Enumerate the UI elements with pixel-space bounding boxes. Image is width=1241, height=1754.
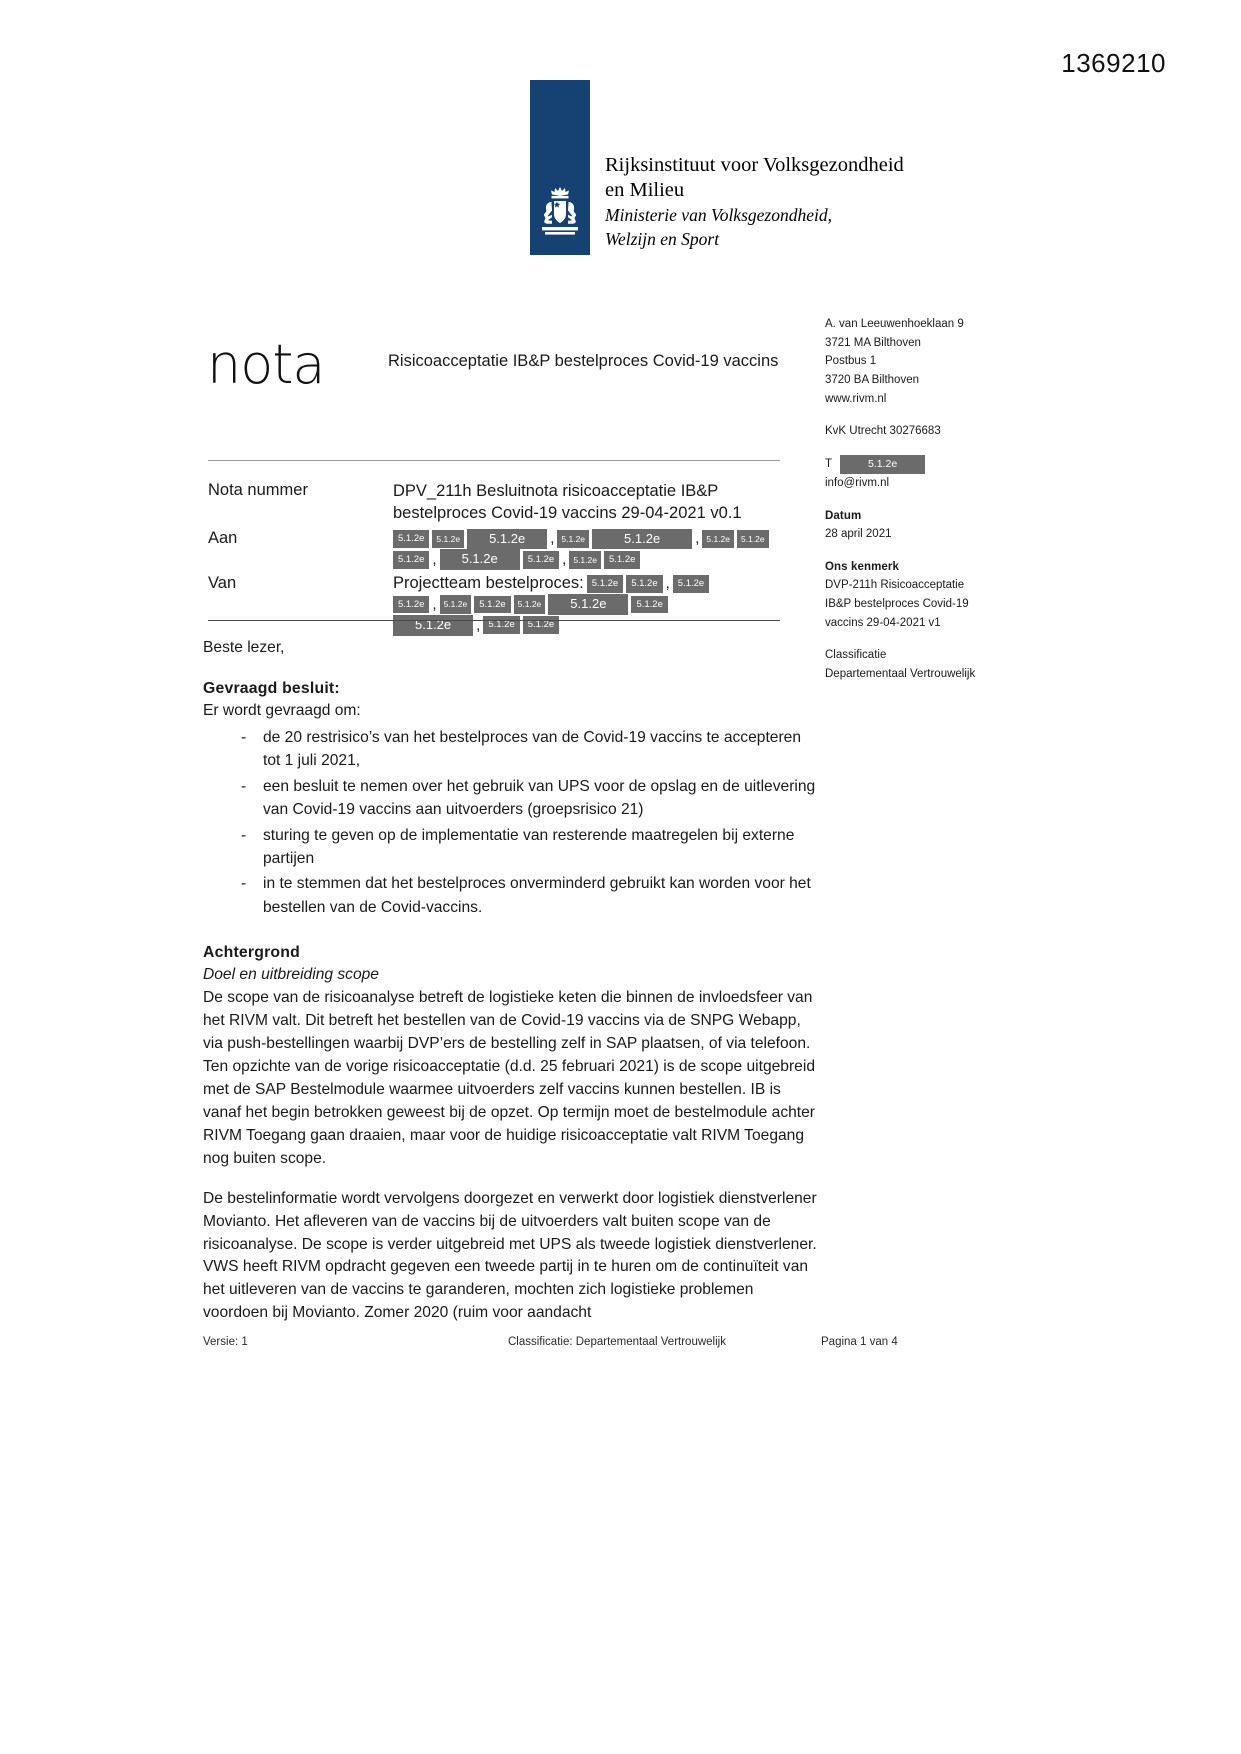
separator-comma: ,	[665, 575, 670, 593]
kvk-block	[825, 422, 1055, 441]
separator-comma: ,	[695, 530, 700, 548]
rijksoverheid-crest-icon	[536, 185, 584, 245]
salutation: Beste lezer,	[203, 639, 285, 656]
meta-value-nota-nummer	[393, 481, 780, 525]
kvk-number: KvK Utrecht 30276683	[825, 425, 941, 438]
footer-page-number: Pagina 1 van 4	[821, 1336, 898, 1348]
redaction-chip: 5.1.2e	[523, 616, 559, 634]
redaction-chip: 5.1.2e	[604, 551, 640, 569]
phone-label: T	[825, 458, 833, 471]
kenmerk-line-1: DVP-211h Risicoacceptatie	[825, 579, 965, 592]
datum-block	[825, 507, 1055, 544]
meta-table-top-rule	[208, 460, 780, 461]
separator-comma: ,	[476, 616, 481, 634]
redaction-chip: 5.1.2e	[467, 529, 547, 550]
list-item: - de 20 restrisico’s van het bestelproces van de Covid-19 vaccins te accepteren tot 1 juli 2021,	[241, 726, 818, 773]
list-item: - in te stemmen dat het bestelproces onverminderd gebruikt kan worden voor het bestellen van de Covid-vaccins.	[241, 872, 818, 919]
kenmerk-block	[825, 558, 1055, 633]
email-address: info@rivm.nl	[825, 476, 890, 489]
address-street: A. van Leeuwenhoeklaan 9	[825, 318, 964, 330]
address-postbus: Postbus 1	[825, 355, 877, 368]
aan-redaction-line-2	[393, 549, 780, 570]
redaction-chip: 5.1.2e	[631, 596, 667, 614]
meta-value-van	[393, 574, 780, 635]
address-website: www.rivm.nl	[825, 392, 887, 405]
heading-achtergrond: Achtergrond	[203, 944, 300, 962]
redaction-chip: 5.1.2e	[523, 551, 559, 569]
page-footer	[203, 1336, 1028, 1348]
van-redaction-line-1	[393, 574, 780, 594]
logo-blue-bar	[530, 80, 590, 255]
meta-row-nota-nummer	[208, 481, 780, 525]
nota-nummer-line-1: DPV_211h Besluitnota risicoacceptatie IB&P	[393, 482, 719, 500]
address-postbus-city: 3720 BA Bilthoven	[825, 373, 919, 386]
redaction-chip: 5.1.2e	[483, 616, 519, 634]
redaction-chip: 5.1.2e	[626, 575, 662, 593]
phone-row	[825, 455, 1055, 474]
logo-line-4: Welzijn en Sport	[605, 228, 720, 249]
meta-row-aan	[208, 529, 780, 571]
scan-number: 1369210	[1061, 48, 1166, 78]
redaction-chip: 5.1.2e	[592, 529, 692, 550]
redaction-chip: 5.1.2e	[587, 575, 623, 593]
footer-classification: Classificatie: Departementaal Vertrouwelijk	[508, 1336, 726, 1348]
separator-comma: ,	[562, 551, 567, 569]
redaction-chip: 5.1.2e	[514, 595, 546, 613]
meta-label-aan: Aan	[208, 528, 238, 547]
document-type-title: nota	[207, 333, 325, 396]
kenmerk-line-2: IB&P bestelproces Covid-19	[825, 598, 969, 611]
aan-redaction-line-1	[393, 529, 780, 550]
datum-label: Datum	[825, 509, 862, 522]
document-subject: Risicoacceptatie IB&P bestelproces Covid-19 vaccins	[388, 352, 779, 370]
document-body	[203, 637, 818, 1325]
subheading-doel-en-uitbreiding-scope: Doel en uitbreiding scope	[203, 966, 379, 984]
logo-line-3: Ministerie van Volksgezondheid,	[605, 205, 832, 226]
van-redaction-line-3	[393, 615, 780, 636]
address-block	[825, 315, 1055, 408]
redaction-chip: 5.1.2e	[440, 595, 472, 613]
redaction-chip: 5.1.2e	[432, 530, 464, 548]
redaction-chip: 5.1.2e	[393, 596, 429, 614]
meta-table-bottom-rule	[208, 620, 780, 621]
meta-row-van	[208, 574, 780, 635]
redaction-chip: 5.1.2e	[393, 530, 429, 548]
logo-line-1: Rijksinstituut voor Volksgezondheid	[605, 154, 904, 177]
kenmerk-line-3: vaccins 29-04-2021 v1	[825, 616, 941, 629]
heading-gevraagd-besluit: Gevraagd besluit:	[203, 679, 340, 697]
van-redaction-line-2	[393, 594, 780, 615]
classificatie-value: Departementaal Vertrouwelijk	[825, 667, 976, 680]
separator-comma: ,	[432, 595, 437, 613]
redaction-chip: 5.1.2e	[569, 551, 601, 569]
rivm-logo	[530, 80, 904, 255]
gevraagd-besluit-intro: Er wordt gevraagd om:	[203, 702, 361, 720]
separator-comma: ,	[432, 551, 437, 569]
logo-text	[605, 153, 904, 255]
separator-comma: ,	[550, 530, 555, 548]
redaction-chip: 5.1.2e	[440, 549, 520, 570]
redaction-chip: 5.1.2e	[737, 530, 769, 548]
kenmerk-label: Ons kenmerk	[825, 560, 899, 573]
redaction-chip: 5.1.2e	[548, 594, 628, 615]
redaction-chip: 5.1.2e	[702, 530, 734, 548]
classificatie-block	[825, 646, 1055, 683]
redaction-chip: 5.1.2e	[393, 551, 429, 569]
achtergrond-paragraph-2: De bestelinformatie wordt vervolgens doorgezet en verwerkt door logistiek dienstverlener Movianto. Het afleveren van de vaccins bij de uitvoerders valt buiten scope van de risicoanalyse. De scope is verder uitgebreid met UPS als tweede logistiek dienstverlener. VWS heeft RIVM opdracht gegeven een tweede partij in te huren om de continuïteit van het uitleveren van de vaccins te garanderen, mochten zich logistieke problemen voordoen bij Movianto. Zomer 2020 (ruim voor aandacht	[203, 1189, 817, 1322]
address-postcode-city: 3721 MA Bilthoven	[825, 336, 921, 349]
redaction-chip: 5.1.2e	[474, 596, 510, 614]
redaction-chip: 5.1.2e	[557, 530, 589, 548]
right-meta-column	[825, 315, 1055, 684]
meta-label-van: Van	[208, 574, 237, 593]
meta-value-aan	[393, 529, 780, 571]
nota-meta-table	[208, 460, 780, 640]
redaction-phone: 5.1.2e	[840, 455, 925, 474]
van-prefix-text: Projectteam bestelproces:	[393, 574, 584, 593]
footer-version: Versie: 1	[203, 1336, 248, 1348]
achtergrond-paragraph-1: De scope van de risicoanalyse betreft de logistieke keten die binnen de invloedsfeer van het RIVM valt. Dit betreft het bestellen van de Covid-19 vaccins via de SNPG Webapp, via push-bestellingen waarbij DVP’ers de bestelling zelf in SAP plaatsen, of via telefoon. Ten opzichte van de vorige risicoacceptatie (d.d. 25 februari 2021) is de scope uitgebreid met de SAP Bestelmodule waarmee uitvoerders zelf vaccins kunnen bestellen. IB is vanaf het begin betrokken geweest bij de opzet. Op termijn moet de bestelmodule achter RIVM Toegang gaan draaien, maar voor de huidige risicoacceptatie valt RIVM Toegang nog buiten scope.	[203, 989, 815, 1167]
redaction-chip: 5.1.2e	[393, 615, 473, 636]
contact-block	[825, 455, 1055, 493]
list-item: - een besluit te nemen over het gebruik van UPS voor de opslag en de uitlevering van Covid-19 vaccins aan uitvoerders (groepsrisico 21)	[241, 775, 818, 822]
nota-nummer-line-2: bestelproces Covid-19 vaccins 29-04-2021 v0.1	[393, 503, 742, 522]
list-item: - sturing te geven op de implementatie van resterende maatregelen bij externe partijen	[241, 824, 818, 871]
redaction-chip: 5.1.2e	[673, 575, 709, 593]
logo-line-2: en Milieu	[605, 179, 685, 202]
gevraagd-besluit-list	[203, 726, 818, 919]
datum-value: 28 april 2021	[825, 528, 892, 541]
classificatie-label: Classificatie	[825, 649, 887, 662]
meta-label-nota-nummer: Nota nummer	[208, 481, 308, 499]
